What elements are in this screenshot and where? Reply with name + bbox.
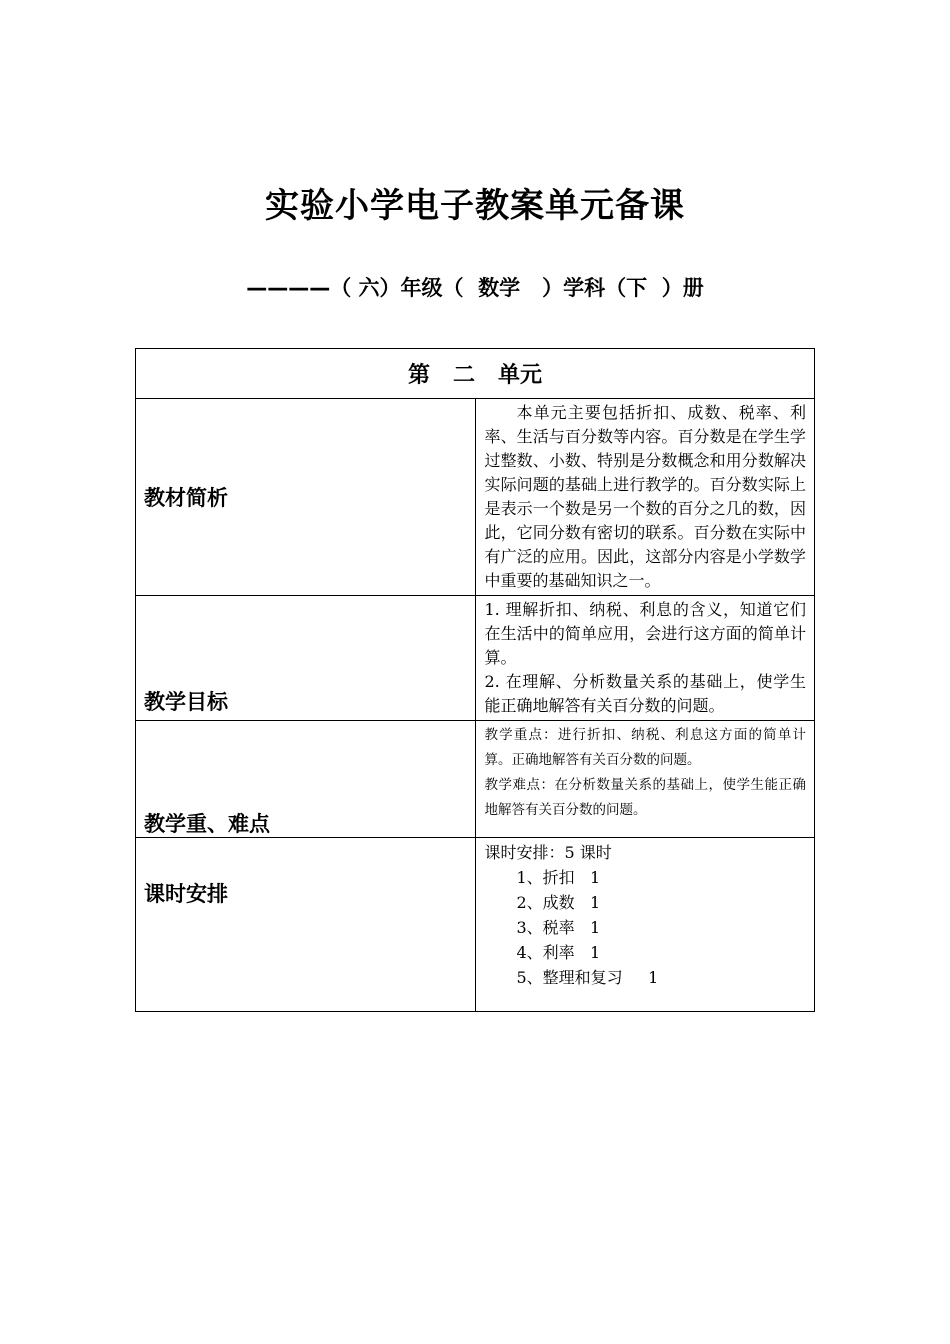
goal-item: 1. 理解折扣、纳税、利息的含义，知道它们在生活中的简单应用，会进行这方面的简单计算。	[484, 600, 806, 667]
lesson-item: 4、利率 1	[516, 943, 601, 962]
document-title: 实验小学电子教案单元备课	[265, 186, 685, 226]
lesson-item: 5、整理和复习 1	[516, 968, 659, 987]
material-label: 教材简析	[136, 399, 476, 596]
focus-text	[475, 721, 815, 838]
unit-heading: 第 二 单元	[136, 349, 815, 399]
document-subtitle: ————（ 六）年级（ 数学 ）学科（下 ）册	[246, 276, 704, 300]
goals-label: 教学目标	[136, 596, 476, 721]
material-paragraph: 本单元主要包括折扣、成数、税率、利率、生活与百分数等内容。百分数是在学生学过整数、小数、特别是分数概念和用分数解决实际问题的基础上进行教学的。百分数实际上是表示一个数是另一个数的百分之几的数，因此，它同分数有密切的联系。百分数在实际中有广泛的应用。因此，这部分内容是小学数学中重要的基础知识之一。	[484, 403, 806, 590]
goals-text	[475, 596, 815, 721]
schedule-label: 课时安排	[136, 838, 476, 1012]
difficulty: 教学难点：在分析数量关系的基础上，使学生能正确地解答有关百分数的问题。	[484, 777, 806, 818]
unit-plan-table	[135, 348, 815, 1012]
lesson-item: 1、折扣 1	[516, 868, 601, 887]
key-point: 教学重点：进行折扣、纳税、利息这方面的简单计算。正确地解答有关百分数的问题。	[484, 727, 806, 768]
material-text	[475, 399, 815, 596]
lesson-item: 3、税率 1	[516, 918, 601, 937]
schedule-text	[475, 838, 815, 1012]
lesson-item: 2、成数 1	[516, 893, 601, 912]
schedule-summary: 课时安排：5 课时	[484, 843, 612, 862]
goal-item: 2. 在理解、分析数量关系的基础上，使学生能正确地解答有关百分数的问题。	[484, 672, 806, 715]
focus-label: 教学重、难点	[136, 721, 476, 838]
